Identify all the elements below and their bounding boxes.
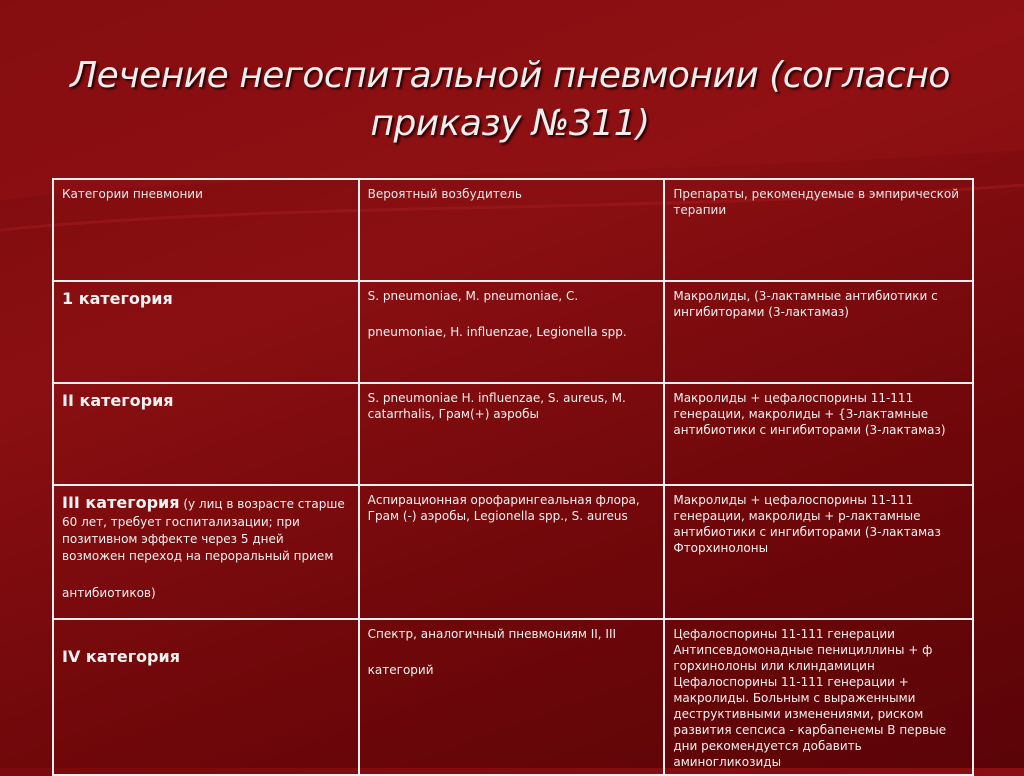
treatment-table — [52, 178, 974, 776]
header-pathogen: Вероятный возбудитель — [360, 180, 666, 280]
category-note-tail: антибиотиков) — [62, 586, 156, 600]
category-cell — [54, 620, 360, 774]
category-cell — [54, 486, 360, 618]
category-label: III категория — [62, 493, 180, 512]
category-note: (у лиц в возрасте старше 60 лет, требует госпитализации; при позитивном эффекте через 5 дней возможен переход на пероральный прием — [62, 497, 345, 563]
drugs-cell: Макролиды + цефалоспорины 11-111 генерации, макролиды + р-лактамные антибиотики с ингибиторами (3-лактамаз Фторхинолоны — [673, 493, 941, 555]
pathogen-cell — [360, 282, 666, 382]
slide-title-line-1: Лечение негоспитальной пневмонии (согласно — [70, 55, 950, 96]
category-cell — [54, 282, 360, 382]
table-row — [54, 486, 972, 620]
pathogen-text: S. pneumoniae, M. pneumoniae, C. — [367, 289, 579, 303]
slide-title — [60, 52, 960, 148]
category-cell — [54, 384, 360, 484]
pathogen-text-continued: pneumoniae, H. influenzae, Legionella spp. — [367, 325, 627, 339]
table-row — [54, 620, 972, 774]
drugs-cell: Макролиды, (3-лактамные антибиотики с ингибиторами (3-лактамаз) — [673, 289, 938, 319]
category-label: IV категория — [62, 647, 180, 666]
table-row — [54, 282, 972, 384]
header-categories: Категории пневмонии — [54, 180, 360, 280]
pathogen-cell — [360, 620, 666, 774]
slide-title-line-2: приказу №311) — [370, 103, 650, 144]
category-label: II категория — [62, 391, 174, 410]
pathogen-text-continued: категорий — [367, 663, 434, 677]
table-row — [54, 384, 972, 486]
drugs-cell: Цефалоспорины 11-111 генерации Антипсевдомонадные пенициллины + ф горхинолоны или клиндамицин Цефалоспорины 11-111 генерации + макролиды. Больным с выраженными деструктивными изменениями, риском развития сепсиса - карбапенемы В первые дни рекомендуется добавить аминогликозиды — [673, 627, 947, 769]
category-label: 1 категория — [62, 289, 173, 308]
pathogen-cell: S. pneumoniae H. influenzae, S. aureus, M. catarrhalis, Грам(+) аэробы — [360, 384, 666, 484]
pathogen-text: Спектр, аналогичный пневмониям II, III — [367, 627, 617, 641]
pathogen-cell: Аспирационная орофарингеальная флора, Грам (-) аэробы, Legionella spp., S. aureus — [360, 486, 666, 618]
header-drugs: Препараты, рекомендуемые в эмпирической терапии — [673, 187, 960, 217]
drugs-cell: Макролиды + цефалоспорины 11-111 генерации, макролиды + {3-лактамные антибиотики с ингибиторами (3-лактамаз) — [673, 391, 946, 437]
table-header-row — [54, 180, 972, 282]
